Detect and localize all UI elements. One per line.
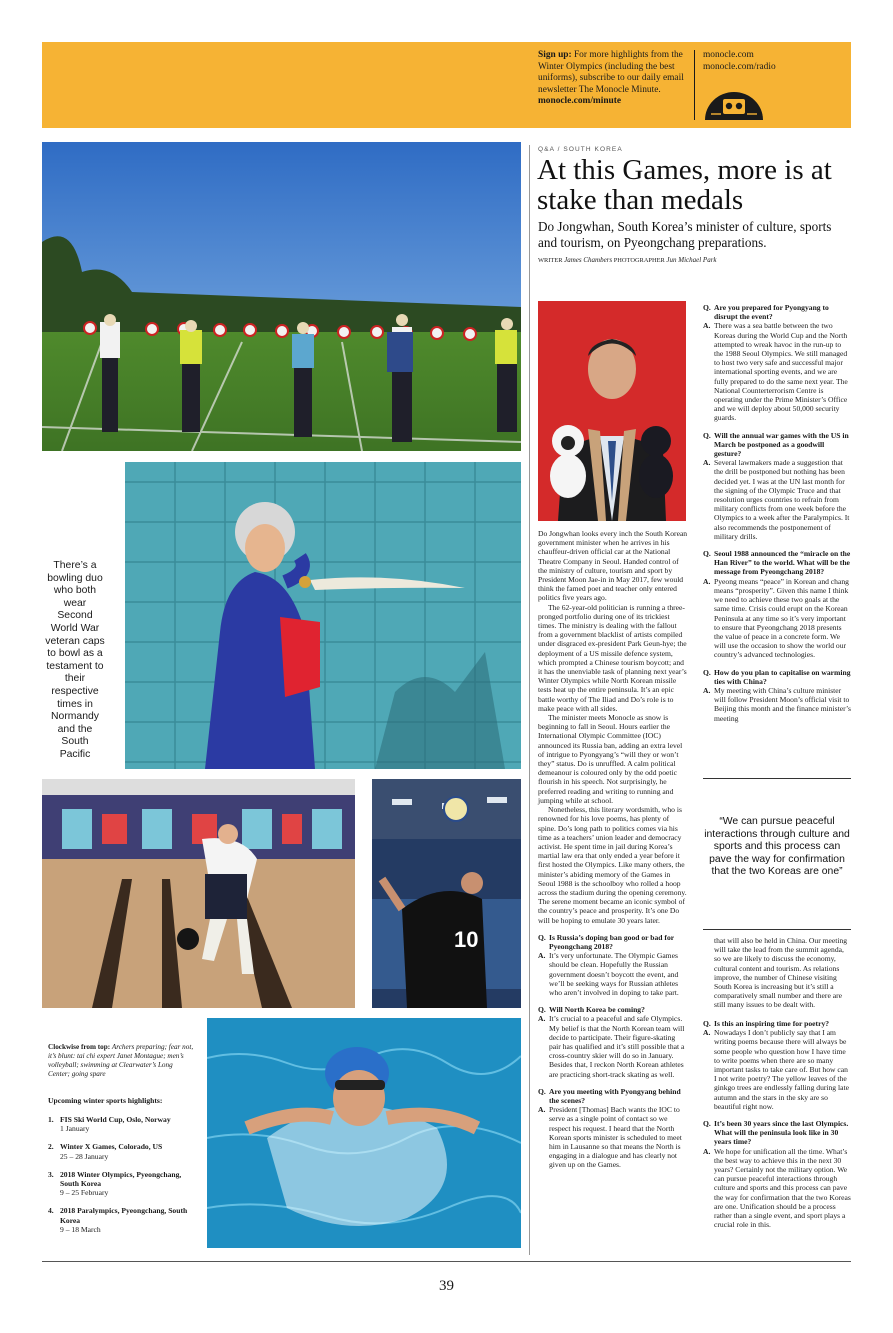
archers-photo [42, 142, 521, 451]
qa-item [703, 1019, 851, 1111]
event-name: FIS Ski World Cup, Oslo, Norway [60, 1115, 171, 1124]
answer-label: A. [538, 1105, 546, 1115]
event-item [48, 1115, 198, 1133]
event-number: 4. [48, 1206, 54, 1216]
page-number: 39 [439, 1278, 454, 1294]
question: Is Russia’s doping ban good or bad for Pyeongchang 2018? [549, 932, 674, 951]
question-label: Q. [703, 303, 711, 312]
event-name: 2018 Winter Olympics, Pyeongchang, South Korea [60, 1169, 182, 1189]
qa-item [703, 549, 851, 659]
events-list [48, 1115, 198, 1243]
signup-label: Sign up: [538, 50, 572, 60]
tai-chi-photo [125, 462, 521, 769]
events-title: Upcoming winter sports highlights: [48, 1096, 163, 1105]
caption-lead: Clockwise from top: [48, 1043, 111, 1051]
question-label: Q. [703, 667, 711, 677]
question-label: Q. [703, 1019, 711, 1028]
question: How do you plan to capitalise on warming ties with China? [714, 667, 851, 686]
question: Will the annual war games with the US in March be postponed as a goodwill gesture? [714, 430, 849, 459]
question: Are you prepared for Pyongyang to disrupt the event? [714, 303, 829, 322]
writer-name: James Chambers [564, 256, 613, 264]
answer: Several lawmakers made a suggestion that the drill be postponed but nothing has been decided yet. I was at the UN last month for the signing of the Olympic Truce and that resolution urges countries to refrain from military conflicts from one week before the Olympics to a week after the Paralympics. It also recommends the postponement of military drills. [714, 458, 850, 541]
event-number: 3. [48, 1169, 54, 1179]
pull-quote: “We can pursue peaceful interactions through culture and sports and this process can pave the way for confirmation that the two Koreas are one” [704, 816, 850, 878]
question-label: Q. [703, 549, 711, 559]
question: Are you meeting with Pyongyang behind the scenes? [549, 1086, 681, 1105]
qa-column-top [703, 303, 851, 723]
bowling-photo [42, 779, 355, 1008]
event-name: 2018 Paralympics, Pyeongchang, South Korea [60, 1206, 188, 1225]
column-divider [529, 145, 530, 1255]
qa-item [538, 933, 688, 997]
answer-label: A. [538, 1014, 546, 1024]
qa-item [538, 1087, 688, 1170]
question-label: Q. [538, 1086, 546, 1096]
pull-quote-rule-top [703, 778, 851, 779]
question-label: Q. [703, 430, 711, 440]
event-item [48, 1142, 198, 1160]
qa-column-bottom [703, 1019, 851, 1229]
question-label: Q. [538, 1005, 546, 1015]
section-kicker: Q&A / SOUTH KOREA [538, 146, 623, 153]
question: Is this an inspiring time for poetry? [714, 1019, 830, 1028]
question-label: Q. [538, 932, 546, 942]
event-item [48, 1206, 198, 1234]
qa-item [703, 431, 851, 541]
answer-label: A. [703, 576, 711, 586]
side-pull-quote: There’s a bowling duo who both wear Second World War veteran caps to bowl as a testament to their respective times in Normandy and the South Pacific [45, 560, 105, 760]
volleyball-photo [372, 779, 521, 1008]
question: It’s been 30 years since the last Olympics. What will the peninsula look like in 30 years time? [714, 1119, 849, 1147]
answer-label: A. [703, 685, 711, 695]
website-link[interactable]: monocle.com [703, 50, 754, 60]
standfirst: Do Jongwhan, South Korea’s minister of culture, sports and tourism, on Pyeongchang preparations. [538, 219, 832, 250]
pull-quote-rule-bottom [703, 929, 851, 930]
event-item [48, 1170, 198, 1198]
body-paragraph: The 62-year-old politician is running a three-pronged portfolio during one of its trickiest times. The ministry is dealing with the fallout from a government blacklist of artists compiled under disgraced ex-president Park Geun-hye; the deployment of a US missile defence system, which prompted a Chinese tourism boycott; and it has the unenviable task of planning next year’s Winter Olympics while North Korean missile tests heat up the entire peninsula. It’s an epic battle worthy of The Iliad and Do’s role is to make peace with all sides. [538, 602, 687, 713]
answer: Pyeong means “peace” in Korean and chang means “prosperity”. Given this name I think we need to achieve these two goals at the same time. Crisis could erupt on the Korean Peninsula at any time so it’s very important to ensure that Pyeongchang 2018 presents the value of peace in a concrete form. We will use the occasion to show the world our country’s advanced technologies. [714, 576, 849, 660]
banner-divider [694, 50, 695, 120]
signup-description: For more highlights from the Winter Olympics (including the best uniforms), subscribe to our daily email newsletter The Monocle Minute. [538, 50, 684, 95]
byline [538, 256, 717, 264]
swimmer-photo [207, 1018, 521, 1248]
body-paragraph: The minister meets Monocle as snow is beginning to fall in Seoul. Hours earlier the International Olympic Committee (IOC) announced its Russia ban, adding an extra level of intrigue to Pyongyang’s “will they or won’t they” status. Do is unruffled. A calm political demeanour is coloured only by the odd poetic flourish in his speech. Not surprisingly, he preferred reading and writing to running and jumping while at school. [538, 713, 683, 805]
signup-text [538, 50, 688, 108]
monocle-radio-logo-icon [703, 90, 765, 122]
radio-link[interactable]: monocle.com/radio [703, 61, 776, 72]
answer: There was a sea battle between the two Koreas during the World Cup and the North attempted to wreak havoc in the run-up to the 1988 Seoul Olympics. We still managed to host two very safe and successful major international sporting events, and we are fully prepared to do the same next year. The National Counterterrorism Centre is operating under the Prime Minister’s Office and we will deploy about 50,000 security guards. [714, 321, 848, 423]
answer: We hope for unification all the time. What’s the best way to achieve this in the next 30 years? Certainly not the military option. We can pursue peaceful interactions through culture and sports and this process can pave the way for confirmation that the two Koreas are one. Unification should be a process rather than a single event, and sport plays a crucial role in this. [714, 1146, 851, 1230]
photo-caption [48, 1043, 194, 1079]
answer-label: A. [703, 1146, 711, 1156]
event-number: 1. [48, 1115, 54, 1124]
question: Will North Korea be coming? [549, 1005, 645, 1015]
footer-rule [42, 1261, 851, 1262]
qa-item [703, 668, 851, 723]
body-paragraph: Nonetheless, this literary wordsmith, who is renowned for his love poems, has plenty of spine. Do’s long path to politics comes via his time as a teachers’ union leader and democracy activist. He spent time in jail during Korea’s martial law era that only ended a year before it first hosted the Olympics. Like many others, the minister’s abiding memory of the Games in Seoul 1988 is the schoolboy who rolled a hoop across the stadium during the opening ceremony. The serene moment became an iconic symbol of the country’s peace and prosperity. It’s one Do will be hoping to emulate 30 years later. [538, 805, 687, 925]
answer-label: A. [703, 458, 711, 468]
event-date: 25 – 28 January [60, 1151, 109, 1161]
body-paragraph: Do Jongwhan looks every inch the South Korean government minister when he arrives in his chauffeur-driven official car at the National Theatre Company in Seoul. Handed control of the ministry of culture, tourism and sport by President Moon Jae-in in May 2017, few would think the famed poet and teacher only entered politics five years ago. [538, 529, 688, 603]
photographer-label: PHOTOGRAPHER [613, 257, 665, 264]
event-date: 9 – 25 February [60, 1188, 109, 1198]
answer: My meeting with China’s culture minister will follow President Moon’s official visit to Beijing this month and the finance minister’s meeting [714, 685, 851, 723]
answer-label: A. [703, 1028, 711, 1038]
qa-item [703, 303, 851, 423]
event-name: Winter X Games, Colorado, US [60, 1142, 163, 1152]
writer-label: WRITER [538, 257, 563, 264]
answer: It’s very unfortunate. The Olympic Games should be clean. Hopefully the Russian government doesn’t boycott the event, and we’ll be seeking ways for Russian athletes who aren’t involved in doping to take part. [549, 951, 679, 997]
event-number: 2. [48, 1142, 54, 1152]
caption-text: Archers preparing; fear not, it’s blunt: tai chi expert Janet Montague; men’s volleyball; swimming at Clearwater’s Long Center; going spare [48, 1043, 194, 1078]
answer-label: A. [703, 321, 711, 331]
answer: Nowadays I don’t publicly say that I am writing poems because there will always be some people who question how I have time to write poems when there are so many important tasks to take care of. But how can I not write poetry? The yellow leaves of the ginkgo trees are endlessly falling during late autumn and the stars in the sky are so beautiful right now. [714, 1028, 849, 1111]
photographer-name: Jun Michael Park [666, 256, 717, 264]
answer-label: A. [538, 951, 546, 961]
banner-links [703, 50, 776, 73]
qa-item [538, 1005, 688, 1079]
event-date: 9 – 18 March [60, 1224, 101, 1234]
jersey-number: 10 [454, 927, 479, 952]
answer: It’s crucial to a peaceful and safe Olympics. My belief is that the North Korean team will decide to participate. Their figure-skating pair has qualified and it’s still possible that a cross-country skier will do so in January. Besides that, I reckon North Korean athletes are practicing short-track skating as well. [549, 1014, 685, 1079]
signup-link[interactable]: monocle.com/minute [538, 96, 622, 107]
event-date: 1 January [60, 1124, 90, 1134]
article-body-column [538, 529, 688, 1170]
headline: At this Games, more is at stake than medals [537, 154, 832, 216]
minister-portrait-photo [538, 301, 686, 521]
continuation-text [714, 936, 851, 1010]
question: Seoul 1988 announced the “miracle on the Han River” to the world. What will be the message from Pyeongchang 2018? [714, 549, 851, 577]
answer: President [Thomas] Bach wants the IOC to serve as a single point of contact so we respect his request. I heard that the North Korean sports minister is scheduled to meet him in Lausanne so that means the North is engaging in a dialogue and has clearly not given up on the Games. [549, 1105, 682, 1170]
qa-item [703, 1119, 851, 1229]
question-label: Q. [703, 1119, 711, 1129]
body-paragraph: that will also be held in China. Our meeting will take the lead from the summit agenda, so we are likely to discuss the economy, cultural content and tourism. As relations improve, the number of Chinese visiting South Korea is increasing but it’s still a comparatively small number and there are still many issues to be dealt with. [714, 936, 848, 1010]
